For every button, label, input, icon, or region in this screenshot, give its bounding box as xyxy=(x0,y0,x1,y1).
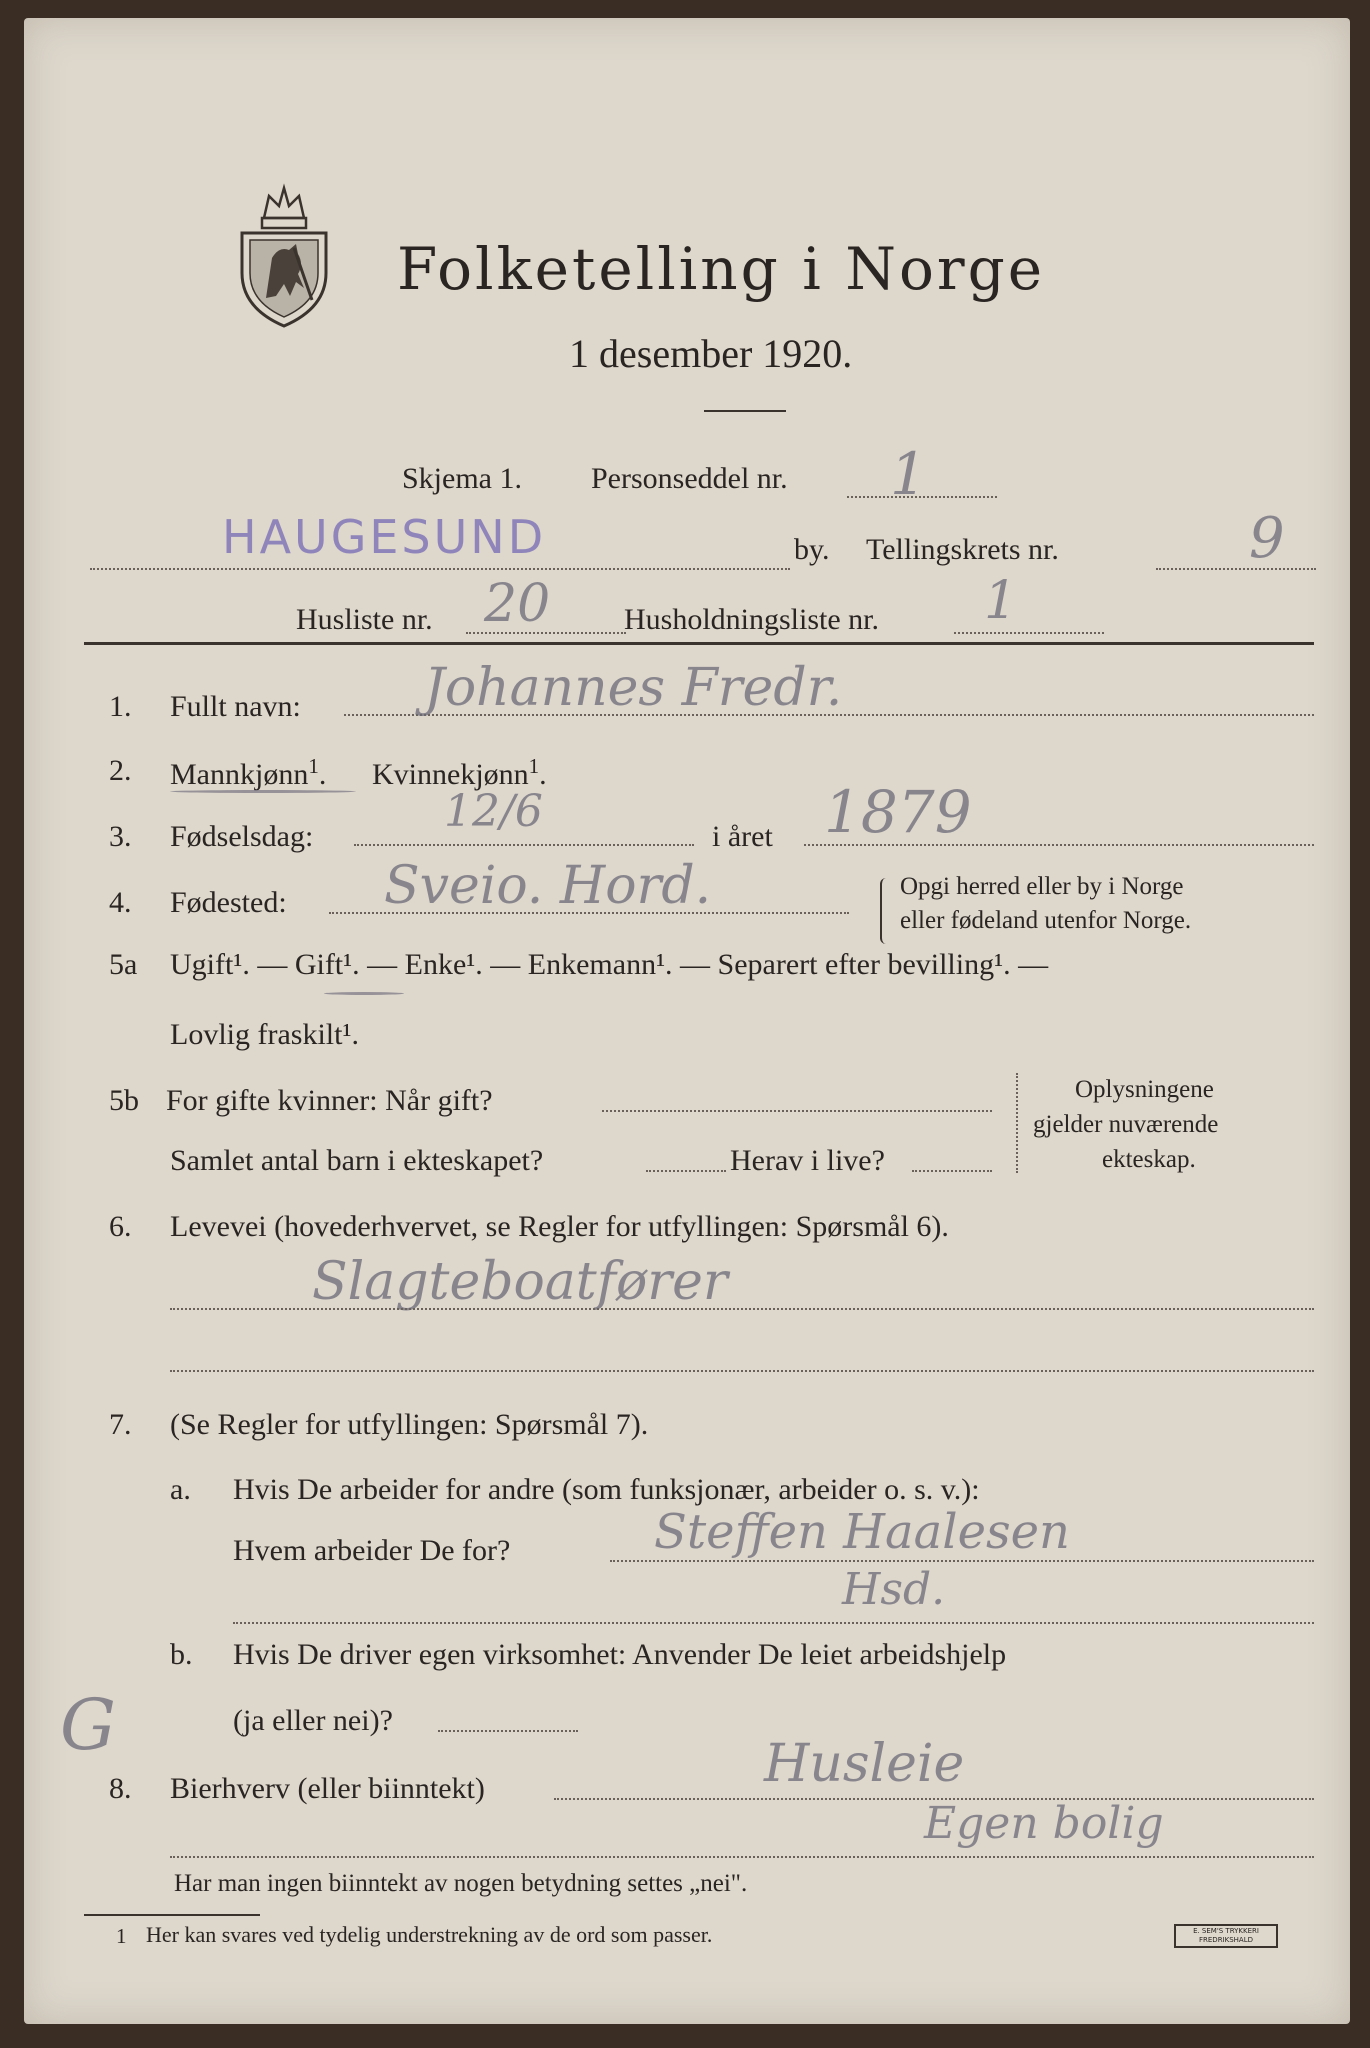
by-label: by. xyxy=(794,533,830,566)
q7a-answer2: Hsd. xyxy=(842,1564,946,1615)
footnote-number: 1 xyxy=(116,1924,127,1948)
q3-date-line xyxy=(354,844,694,846)
q5b-note-line2: gjelder nuværende xyxy=(1033,1111,1219,1138)
form-title: Folketelling i Norge xyxy=(397,235,1046,303)
q7a-text: Hvis De arbeider for andre (som funksjonær, arbeider o. s. v.): xyxy=(233,1473,980,1506)
q7-number: 7. xyxy=(109,1408,132,1441)
q2-male: Mannkjønn$^1$. xyxy=(170,754,327,791)
census-form xyxy=(24,18,1350,2024)
q2-male-underline xyxy=(170,790,356,793)
q7a-line1 xyxy=(610,1560,1314,1562)
personseddel-label: Personseddel nr. xyxy=(591,462,788,495)
q1-answer: Johannes Fredr. xyxy=(424,658,843,718)
husholdning-label: Husholdningsliste nr. xyxy=(624,603,880,636)
q4-note-line1: Opgi herred eller by i Norge xyxy=(900,873,1184,900)
skjema-label: Skjema 1. xyxy=(402,462,522,495)
title-divider xyxy=(704,410,786,412)
q3-number: 3. xyxy=(109,820,132,853)
q3-label: Fødselsdag: xyxy=(170,820,314,853)
q2-female: Kvinnekjønn$^1$. xyxy=(372,754,547,791)
q6-label: Levevei (hovederhvervet, se Regler for utfyllingen: Spørsmål 6). xyxy=(170,1210,949,1243)
footnote-rule xyxy=(84,1914,260,1916)
city-stamp: HAUGESUND xyxy=(222,510,547,564)
q7-label: (Se Regler for utfyllingen: Spørsmål 7). xyxy=(170,1408,649,1441)
q5b-married-line xyxy=(602,1110,992,1112)
q4-brace xyxy=(880,878,890,944)
q8-number: 8. xyxy=(109,1772,132,1805)
q5a-options-cont: Lovlig fraskilt¹. xyxy=(170,1018,359,1051)
q5a-number: 5a xyxy=(109,948,138,981)
q7a-letter: a. xyxy=(170,1473,191,1506)
q4-number: 4. xyxy=(109,886,132,919)
q7a-answer1: Steffen Haalesen xyxy=(654,1504,1070,1560)
q7a-line2 xyxy=(233,1622,1314,1624)
q6-answer: Slagteboatfører xyxy=(312,1252,728,1312)
tellingskrets-line xyxy=(1156,568,1316,570)
q5b-children-line xyxy=(646,1170,726,1172)
footnote-text: Her kan svares ved tydelig understrekning av de ord som passer. xyxy=(146,1922,713,1947)
q3-year-answer: 1879 xyxy=(824,778,972,846)
q5b-divider xyxy=(1016,1073,1018,1173)
husliste-label: Husliste nr. xyxy=(296,603,433,636)
q7b-line xyxy=(438,1730,578,1732)
husliste-value: 20 xyxy=(484,574,551,634)
q8-label: Bierhverv (eller biinntekt) xyxy=(170,1772,485,1805)
q5b-alive-line xyxy=(912,1170,992,1172)
printer-mark: E. SEM'S TRYKKERI FREDRIKSHALD xyxy=(1174,1924,1278,1948)
q7b-letter: b. xyxy=(170,1638,193,1671)
q7b-text: Hvis De driver egen virksomhet: Anvender De leiet arbeidshjelp xyxy=(233,1638,1007,1671)
q4-note-line2: eller fødeland utenfor Norge. xyxy=(900,907,1192,934)
q5b-married-label: For gifte kvinner: Når gift? xyxy=(166,1084,493,1117)
q7a-question: Hvem arbeider De for? xyxy=(233,1534,511,1567)
q8-margin-mark: G xyxy=(60,1684,116,1766)
q6-line2 xyxy=(170,1370,1314,1372)
q6-number: 6. xyxy=(109,1210,132,1243)
q5a-gift-underline xyxy=(324,992,404,995)
coat-of-arms-icon xyxy=(234,178,334,328)
q5b-alive-label: Herav i live? xyxy=(730,1144,885,1177)
q1-label: Fullt navn: xyxy=(170,690,301,723)
biinntekt-note: Har man ingen biinntekt av nogen betydning settes „nei". xyxy=(174,1870,748,1897)
q6-line1 xyxy=(170,1308,1314,1310)
husholdning-line xyxy=(954,632,1104,634)
q8-answer2: Egen bolig xyxy=(924,1798,1164,1849)
q8-answer1: Husleie xyxy=(764,1734,965,1794)
q5a-options: Ugift¹. — Gift¹. — Enke¹. — Enkemann¹. — Separert efter bevilling¹. — xyxy=(170,948,1049,981)
header-rule xyxy=(84,642,1314,645)
q3-date-answer: 12/6 xyxy=(444,786,543,837)
q4-label: Fødested: xyxy=(170,886,287,919)
tellingskrets-value: 9 xyxy=(1249,506,1285,571)
q1-number: 1. xyxy=(109,690,132,723)
personseddel-value: 1 xyxy=(890,440,927,508)
census-date: 1 desember 1920. xyxy=(569,331,853,376)
tellingskrets-label: Tellingskrets nr. xyxy=(866,533,1059,566)
q5b-note-line1: Oplysningene xyxy=(1075,1076,1214,1103)
q4-answer: Sveio. Hord. xyxy=(384,856,712,916)
q8-line2 xyxy=(170,1856,1314,1858)
city-line xyxy=(90,568,790,570)
q5b-note-line3: ekteskap. xyxy=(1102,1146,1196,1173)
q3-year-label: i året xyxy=(712,820,773,853)
q7b-question: (ja eller nei)? xyxy=(233,1704,393,1737)
q2-number: 2. xyxy=(109,754,132,787)
q5b-children-label: Samlet antal barn i ekteskapet? xyxy=(170,1144,544,1177)
q5b-number: 5b xyxy=(109,1084,139,1117)
husholdning-value: 1 xyxy=(984,571,1018,631)
